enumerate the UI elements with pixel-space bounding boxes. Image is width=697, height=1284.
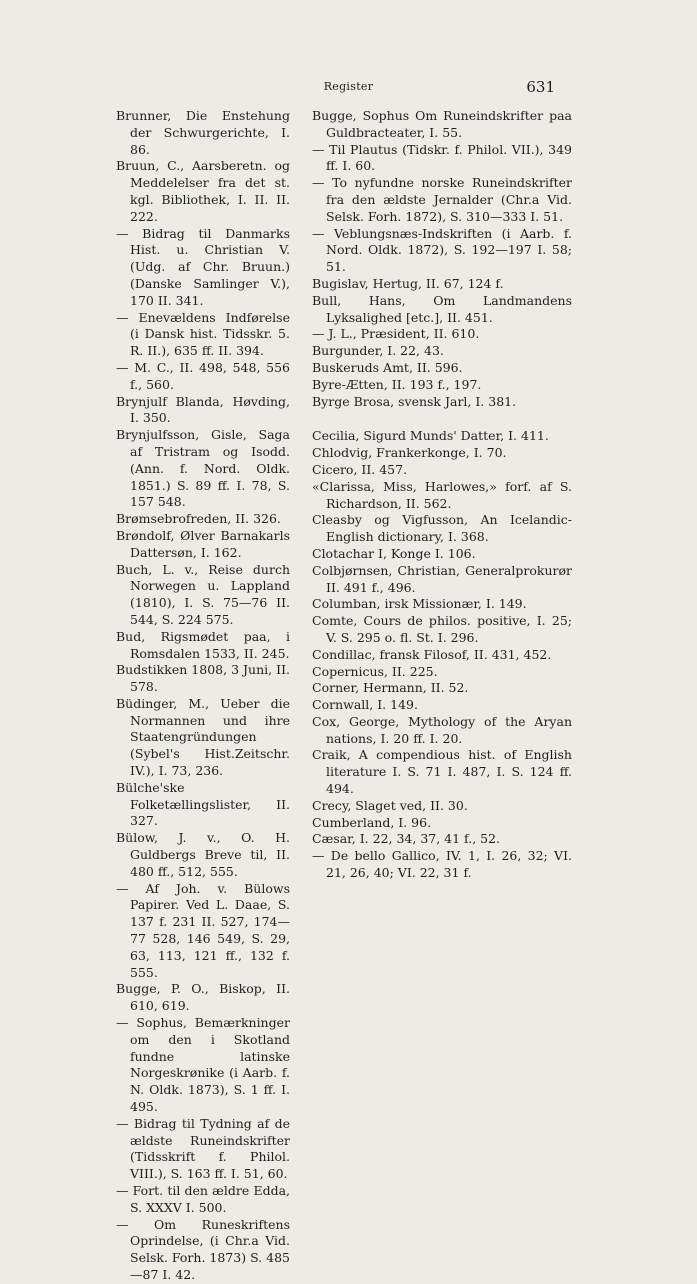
index-entry: Bugge, Sophus Om Runeindskrifter paa Guldbracteater, I. 55.	[312, 108, 572, 140]
index-entry: Byre-Ætten, II. 193 f., 197.	[312, 376, 482, 392]
index-entry: Brøndolf, Ølver Barnakarls Dattersøn, I. 162.	[116, 527, 290, 560]
index-entry: Cæsar, I. 22, 34, 37, 41 f., 52.	[312, 831, 501, 847]
index-entry: Cox, George, Mythology of the Aryan nations, I. 20 ff. I. 20.	[312, 713, 572, 746]
index-entry: — Veblungsnæs-Indskriften (i Aarb. f. Nord. Oldk. 1872), S. 192—197 I. 58; 51.	[312, 225, 572, 275]
index-entry: — De bello Gallico, IV. 1, I. 26, 32; VI. 21, 26, 40; VI. 22, 31 f.	[312, 848, 572, 881]
index-entry: — Bidrag til Tydning af de ældste Runeindskrifter (Tidsskrift f. Philol. VIII.), S. 163 ff. I. 51, 60.	[116, 1115, 290, 1182]
index-entry: Bugge, P. O., Biskop, II. 610, 619.	[116, 981, 290, 1014]
index-entry: Corner, Hermann, II. 52.	[312, 680, 469, 696]
index-entry: Condillac, fransk Filosof, II. 431, 452.	[312, 646, 552, 662]
running-head	[0, 78, 697, 98]
index-entry: Bull, Hans, Om Landmandens Lyksalighed [etc.], II. 451.	[312, 292, 572, 325]
index-entry: — Bidrag til Danmarks Hist. u. Christian V. (Udg. af Chr. Bruun.)(Danske Samlinger V.), 170 II. 341.	[116, 225, 290, 308]
index-entry: Bülche'ske Folketællingslister, II. 327.	[116, 779, 290, 829]
index-entry: Byrge Brosa, svensk Jarl, I. 381.	[312, 393, 517, 409]
index-entry: — Enevældens Indførelse (i Dansk hist. Tidsskr. 5. R. II.), 635 ff. II. 394.	[116, 309, 290, 359]
index-entry: Brynjulf Blanda, Høvding, I. 350.	[116, 393, 290, 426]
index-entry: — Af Joh. v. Bülows Papirer. Ved L. Daae, S. 137 f. 231 II. 527, 174—77 528, 146 549, S. 29, 63, 113, 121 ff., 132 f. 555.	[116, 880, 290, 980]
index-entry: — Sophus, Bemærkninger om den i Skotland fundne latinske Norgeskrønike (i Aarb. f. N. Oldk. 1873), S. 1 ff. I. 495.	[116, 1015, 290, 1115]
index-entry: Buch, L. v., Reise durch Norwegen u. Lappland (1810), I. S. 75—76 II. 544, S. 224 575.	[116, 561, 290, 627]
index-entry: Burgunder, I. 22, 43.	[312, 343, 444, 359]
index-entry: Cicero, II. 457.	[312, 461, 408, 477]
index-entry: Chlodvig, Frankerkonge, I. 70.	[312, 445, 507, 461]
index-entry: Copernicus, II. 225.	[312, 663, 438, 679]
index-entry: Cleasby og Vigfusson, An Icelandic-English dictionary, I. 368.	[312, 512, 572, 545]
section-gap	[312, 410, 572, 428]
index-entry: Crecy, Slaget ved, II. 30.	[312, 797, 468, 813]
index-entry: Bülow, J. v., O. H. Guldbergs Breve til, II. 480 ff., 512, 555.	[116, 830, 290, 879]
index-entry: — Til Plautus (Tidskr. f. Philol. VII.), 349 ff. I. 60.	[312, 141, 572, 174]
right-column	[312, 108, 572, 882]
index-entry: Brynjulfsson, Gisle, Saga af Tristram og Isodd. (Ann. f. Nord. Oldk. 1851.) S. 89 ff. I. 78, S. 157 548.	[116, 427, 290, 510]
index-entry: «Clarissa, Miss, Harlowes,» forf. af S. Richardson, II. 562.	[312, 478, 572, 511]
index-entry: — Om Runeskriftens Oprindelse, (i Chr.a Vid. Selsk. Forh. 1873) S. 485—87 I. 42.	[116, 1216, 290, 1282]
index-entry: — J. L., Præsident, II. 610.	[312, 326, 480, 342]
index-entry: — M. C., II. 498, 548, 556 f., 560.	[116, 359, 290, 392]
index-entry: — Fort. til den ældre Edda, S. XXXV I. 500.	[116, 1183, 290, 1215]
index-entry: Cornwall, I. 149.	[312, 697, 418, 713]
index-entry: Cumberland, I. 96.	[312, 814, 432, 830]
index-entry: Bugislav, Hertug, II. 67, 124 f.	[312, 275, 504, 291]
index-entry: Columban, irsk Missionær, I. 149.	[312, 596, 527, 612]
index-entry: Brunner, Die Enstehung der Schwurgerichte, I. 86.	[116, 108, 290, 157]
left-column	[116, 108, 290, 1284]
index-entry: Brømsebrofreden, II. 326.	[116, 511, 281, 527]
index-entry: — To nyfundne norske Runeindskrifter fra den ældste Jernalder (Chr.a Vid. Selsk. Forh. 1872), S. 310—333 I. 51.	[312, 175, 572, 224]
index-entry: Comte, Cours de philos. positive, I. 25; V. S. 295 o. fl. St. I. 296.	[312, 613, 572, 645]
index-entry: Bruun, C., Aarsberetn. og Meddelelser fra det st. kgl. Bibliothek, I. II. II. 222.	[116, 158, 290, 224]
index-entry: Colbjørnsen, Christian, Generalprokurør II. 491 f., 496.	[312, 562, 572, 595]
index-entry: Clotachar I, Konge I. 106.	[312, 545, 476, 561]
index-entry: Cecilia, Sigurd Munds' Datter, I. 411.	[312, 428, 549, 444]
index-entry: Büdinger, M., Ueber die Normannen und ihre Staatengründungen (Sybel's Hist.Zeitschr. IV.), I. 73, 236.	[116, 695, 290, 779]
index-entry: Budstikken 1808, 3 Juni, II. 578.	[116, 662, 290, 695]
running-title: Register	[323, 80, 374, 93]
index-entry: Bud, Rigsmødet paa, i Romsdalen 1533, II. 245.	[116, 628, 290, 661]
index-entry: Buskeruds Amt, II. 596.	[312, 359, 463, 375]
index-entry: Craik, A compendious hist. of English literature I. S. 71 I. 487, I. S. 124 ff. 494.	[312, 747, 572, 797]
page-number: 631	[526, 78, 555, 96]
